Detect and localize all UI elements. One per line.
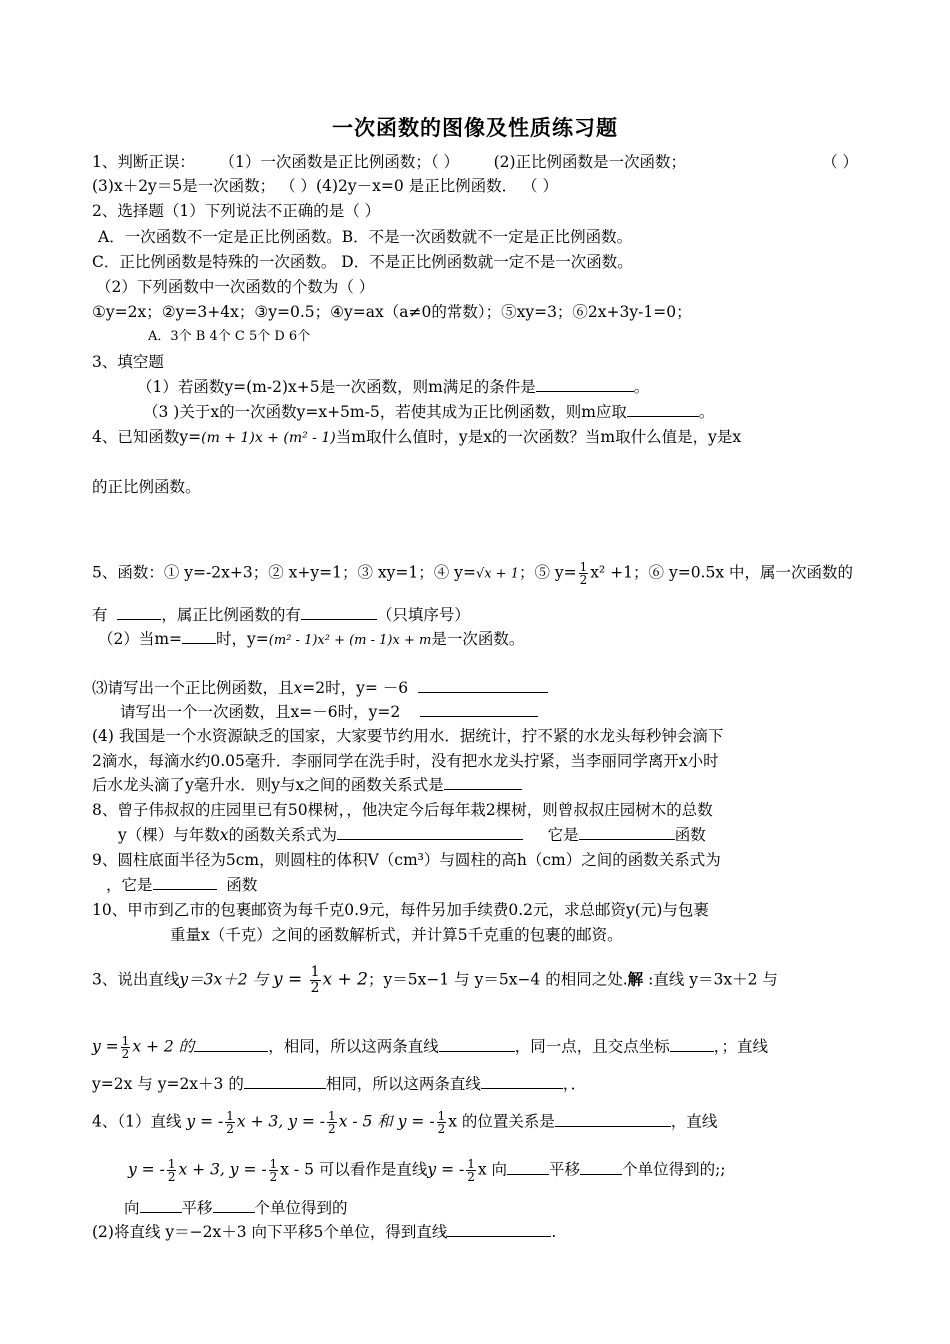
q5-line2-b: ，属正比例函数的有 xyxy=(161,606,301,624)
q5-x2: x² +1；⑥ y=0.5x 中，属一次函数的 xyxy=(590,563,854,582)
numerator: 1 xyxy=(167,1157,176,1171)
q4b-l2f: 平移 xyxy=(549,1160,581,1179)
q1-item2: (2)正比例函数是一次函数； xyxy=(493,153,687,171)
answer-blank[interactable] xyxy=(481,1073,563,1089)
q3b-l2e: ，；直线 xyxy=(713,1037,768,1056)
denominator: 2 xyxy=(579,573,588,587)
q3b-b: y＝3x＋2 与 xyxy=(179,970,269,989)
q5-sub2-expression: (m² - 1)x² + (m - 1)x + m xyxy=(268,633,432,648)
q8-line1: 8、曾子伟叔叔的庄园里已有50棵树，，他决定今后每年栽2棵树，则曾叔叔庄园树木的总数 xyxy=(92,801,713,819)
q5-pre: 5、函数：① y=-2x+3；② x+y=1；③ xy=1；④ y= xyxy=(92,563,476,582)
denominator: 2 xyxy=(310,980,320,996)
q4b-l2e: x 向 xyxy=(477,1160,508,1179)
q10-line2: 重量x（千克）之间的函数解析式，并计算5千克重的包裹的邮资。 xyxy=(170,926,623,944)
answer-blank[interactable] xyxy=(153,874,217,890)
q3b-a: 3、说出直线 xyxy=(92,970,180,989)
fraction-half xyxy=(579,561,589,586)
q5-sub3-c: =2时，y= －6 xyxy=(302,679,409,697)
q8-line2 xyxy=(118,824,706,846)
answer-blank[interactable] xyxy=(418,677,548,693)
q4b-l2b: x + 3, y = - xyxy=(178,1160,267,1179)
q3b-solution-label: 解 xyxy=(627,969,644,989)
q9-a: ，它是 xyxy=(106,876,153,894)
answer-blank[interactable] xyxy=(244,1073,326,1089)
q4-pre: 4、已知函数y= xyxy=(92,428,202,446)
fraction-half xyxy=(466,1158,476,1183)
q4b-l2d: y = - xyxy=(427,1160,465,1179)
q4-line1 xyxy=(92,426,858,449)
q3b-l2b: x + 2 的 xyxy=(132,1037,195,1056)
numerator: 1 xyxy=(579,560,588,574)
answer-blank[interactable] xyxy=(627,401,699,417)
q5-sub4-line2: 2滴水，每滴水约0.05毫升．李丽同学在洗手时，没有把水龙头拧紧，当李丽同学离开x小时 xyxy=(92,752,719,770)
numerator: 1 xyxy=(121,1034,130,1048)
q5-sub4-text: 后水龙头滴了y毫升水．则y与x之间的函数关系式是 xyxy=(92,776,444,794)
q3b-g: :直线 y＝3x＋2 与 xyxy=(643,970,778,989)
answer-blank[interactable] xyxy=(447,1221,551,1237)
q5-sub2-b: 时，y= xyxy=(216,630,269,648)
q4b-line3 xyxy=(124,1197,348,1219)
fraction-half xyxy=(167,1158,177,1183)
q3-heading: 3、填空题 xyxy=(92,353,164,371)
numerator: 1 xyxy=(328,1109,336,1123)
answer-blank[interactable] xyxy=(117,604,161,620)
q5-line2-a: 有 xyxy=(92,606,108,624)
answer-blank[interactable] xyxy=(579,824,675,840)
q5-sub2 xyxy=(98,628,524,652)
answer-blank[interactable] xyxy=(444,774,522,790)
q5-sub3 xyxy=(92,677,548,699)
q4b-f: x 的位置关系是 xyxy=(448,1112,555,1131)
numerator: 1 xyxy=(226,1109,234,1123)
q3b-l3a: y=2x 与 y=2x＋3 的 xyxy=(92,1075,244,1093)
answer-blank[interactable] xyxy=(580,1159,622,1175)
q4b-l4b: . xyxy=(551,1223,557,1241)
q5-line1 xyxy=(92,561,858,586)
q1-line2: (3)x＋2y＝5是一次函数； （ ）(4)2y－x=0 是正比例函数． （ ） xyxy=(92,177,558,195)
fraction-half xyxy=(437,1110,447,1135)
q3b-c: y = xyxy=(272,969,308,990)
q4b-a: 4、（1）直线 xyxy=(92,1112,182,1131)
q3b-line2 xyxy=(92,1035,858,1060)
q4b-l3c: 个单位得到的 xyxy=(254,1199,348,1217)
q3b-d: x + 2 xyxy=(322,969,369,990)
q1-item2-paren: （ ） xyxy=(822,153,858,171)
answer-blank[interactable] xyxy=(213,1197,255,1213)
q2-sub2: （2）下列函数中一次函数的个数为（ ） xyxy=(96,278,375,296)
answer-blank[interactable] xyxy=(536,376,634,392)
q5-sub2-c: 是一次函数。 xyxy=(431,630,525,648)
q4b-c: x + 3, y = - xyxy=(236,1112,326,1131)
q5-line2-c: （只填序号） xyxy=(376,606,470,624)
q5-mid: ；⑤ y= xyxy=(518,563,577,582)
q10-line1: 10、甲市到乙市的包裹邮资为每千克0.9元，每件另加手续费0.2元，求总邮资y(元)与包裹 xyxy=(92,901,709,919)
q1-label: 1、判断正误： xyxy=(92,153,195,171)
q4b-line2 xyxy=(128,1158,726,1183)
q8-x: x xyxy=(219,826,229,844)
q1-line1 xyxy=(92,151,858,173)
q4-post: 当m取什么值时，y是x的一次函数？当m取什么值是，y是x xyxy=(335,428,742,446)
answer-blank[interactable] xyxy=(555,1111,671,1127)
q5-sub2-a: （2）当m= xyxy=(98,630,183,648)
answer-blank[interactable] xyxy=(140,1197,182,1213)
fraction-half xyxy=(327,1110,337,1135)
q4b-l2g: 个单位得到的;; xyxy=(622,1160,726,1179)
answer-blank[interactable] xyxy=(507,1159,549,1175)
q4b-l3b: 平移 xyxy=(181,1199,213,1217)
page-title: 一次函数的图像及性质练习题 xyxy=(332,116,618,140)
q5-line2 xyxy=(92,604,470,626)
denominator: 2 xyxy=(121,1047,130,1061)
q4-line2: 的正比例函数。 xyxy=(92,478,201,496)
q5-sub4-line1: (4) 我国是一个水资源缺乏的国家，大家要节约用水．据统计，拧不紧的水龙头每秒钟会滴下 xyxy=(92,727,724,745)
fraction-half xyxy=(310,965,321,996)
answer-blank[interactable] xyxy=(301,604,377,620)
denominator: 2 xyxy=(437,1122,446,1136)
answer-blank[interactable] xyxy=(182,628,216,644)
q2-intro: 2、选择题（1）下列说法不正确的是（ ） xyxy=(92,202,381,220)
q2-options-cd: C．正比例函数是特殊的一次函数。 D．不是正比例函数就一定不是一次函数。 xyxy=(92,253,633,271)
fraction-half xyxy=(225,1110,235,1135)
q4b-l2a: y = - xyxy=(128,1160,165,1179)
denominator: 2 xyxy=(269,1170,278,1184)
numerator: 1 xyxy=(437,1109,446,1123)
q2-options-ab: A．一次函数不一定是正比例函数。B．不是一次函数就不一定是正比例函数。 xyxy=(98,228,633,246)
q4b-g: ，直线 xyxy=(670,1112,718,1131)
answer-blank[interactable] xyxy=(337,824,523,840)
q2-function-list: ①y=2x；②y=3+4x；③y=0.5；④y=ax（a≠0的常数）；⑤xy=3；⑥2x+3y-1=0； xyxy=(92,303,692,321)
q3b-l2c: ，相同，所以这两条直线 xyxy=(268,1037,439,1056)
q8-a: y（棵）与年数 xyxy=(118,826,220,844)
q4b-line4 xyxy=(92,1221,556,1243)
answer-blank[interactable] xyxy=(420,701,538,717)
q3b-line3 xyxy=(92,1073,586,1095)
q3-fill3-end: 。 xyxy=(698,403,715,421)
q9-line1: 9、圆柱底面半径为5cm，则圆柱的体积V（cm³）与圆柱的高h（cm）之间的函数关系式为 xyxy=(92,851,721,869)
q5-sub3-line2 xyxy=(120,701,538,723)
q3-fill3-text: （3 )关于x的一次函数y=x+5m-5，若使其成为正比例函数，则m应取 xyxy=(143,403,627,421)
sqrt-expression: √x + 1 xyxy=(475,566,519,582)
q9-b: 函数 xyxy=(226,876,258,894)
fraction-half xyxy=(121,1035,131,1060)
denominator: 2 xyxy=(167,1170,176,1184)
denominator: 2 xyxy=(226,1122,234,1136)
q5-sub3-d: 请写出一个一次函数，且x=－6时，y=2 xyxy=(120,703,401,721)
q3-fill3 xyxy=(143,401,714,423)
fraction-half xyxy=(269,1158,279,1183)
q4b-l4a: (2)将直线 y＝−2x＋3 向下平移5个单位，得到直线 xyxy=(92,1223,448,1241)
q4-expression: (m + 1)x + (m² - 1) xyxy=(201,430,336,446)
q3b-l2d: ，同一点，且交点坐标 xyxy=(514,1037,670,1056)
q8-e: 函数 xyxy=(674,826,706,844)
q3b-l2a: y = xyxy=(92,1037,119,1056)
q4b-l2c: x - 5 可以看作是直线 xyxy=(280,1160,428,1179)
numerator: 1 xyxy=(310,964,320,980)
denominator: 2 xyxy=(328,1122,336,1136)
q5-sub3-a: ⑶请写出一个正比例函数，且 xyxy=(92,679,294,697)
q3b-l3b: 相同，所以这两条直线 xyxy=(325,1075,481,1093)
q9-line2 xyxy=(106,874,257,896)
answer-blank[interactable] xyxy=(670,1036,714,1052)
q5-sub4-line3 xyxy=(92,774,522,796)
q3-fill1-text: （1）若函数y=(m-2)x+5是一次函数，则m满足的条件是 xyxy=(137,378,536,396)
q1-item1: （1）一次函数是正比例函数；（ ） xyxy=(219,153,460,171)
q4b-b: y = - xyxy=(186,1112,224,1131)
q2-choices: A．3个 B 4个 C 5个 D 6个 xyxy=(148,329,311,344)
denominator: 2 xyxy=(467,1170,475,1184)
q8-c: 的函数关系式为 xyxy=(228,826,338,844)
q4b-l3a: 向 xyxy=(124,1199,140,1217)
q5-sub3-x: x xyxy=(293,679,303,697)
q4b-line1 xyxy=(92,1110,858,1135)
numerator: 1 xyxy=(269,1157,278,1171)
answer-blank[interactable] xyxy=(439,1036,515,1052)
q3b-l3c: ，． xyxy=(562,1075,587,1093)
q8-d: 它是 xyxy=(547,826,579,844)
q3b-e: ；y＝5x−1 与 y＝5x−4 的相同之处. xyxy=(368,970,628,989)
numerator: 1 xyxy=(467,1157,475,1171)
q3b-line1 xyxy=(92,965,858,996)
q3-fill1 xyxy=(137,376,649,398)
answer-blank[interactable] xyxy=(194,1036,268,1052)
q3-fill1-end: 。 xyxy=(633,378,650,396)
q4b-e: y = - xyxy=(397,1112,435,1131)
q4b-d: x - 5 和 xyxy=(338,1112,393,1131)
